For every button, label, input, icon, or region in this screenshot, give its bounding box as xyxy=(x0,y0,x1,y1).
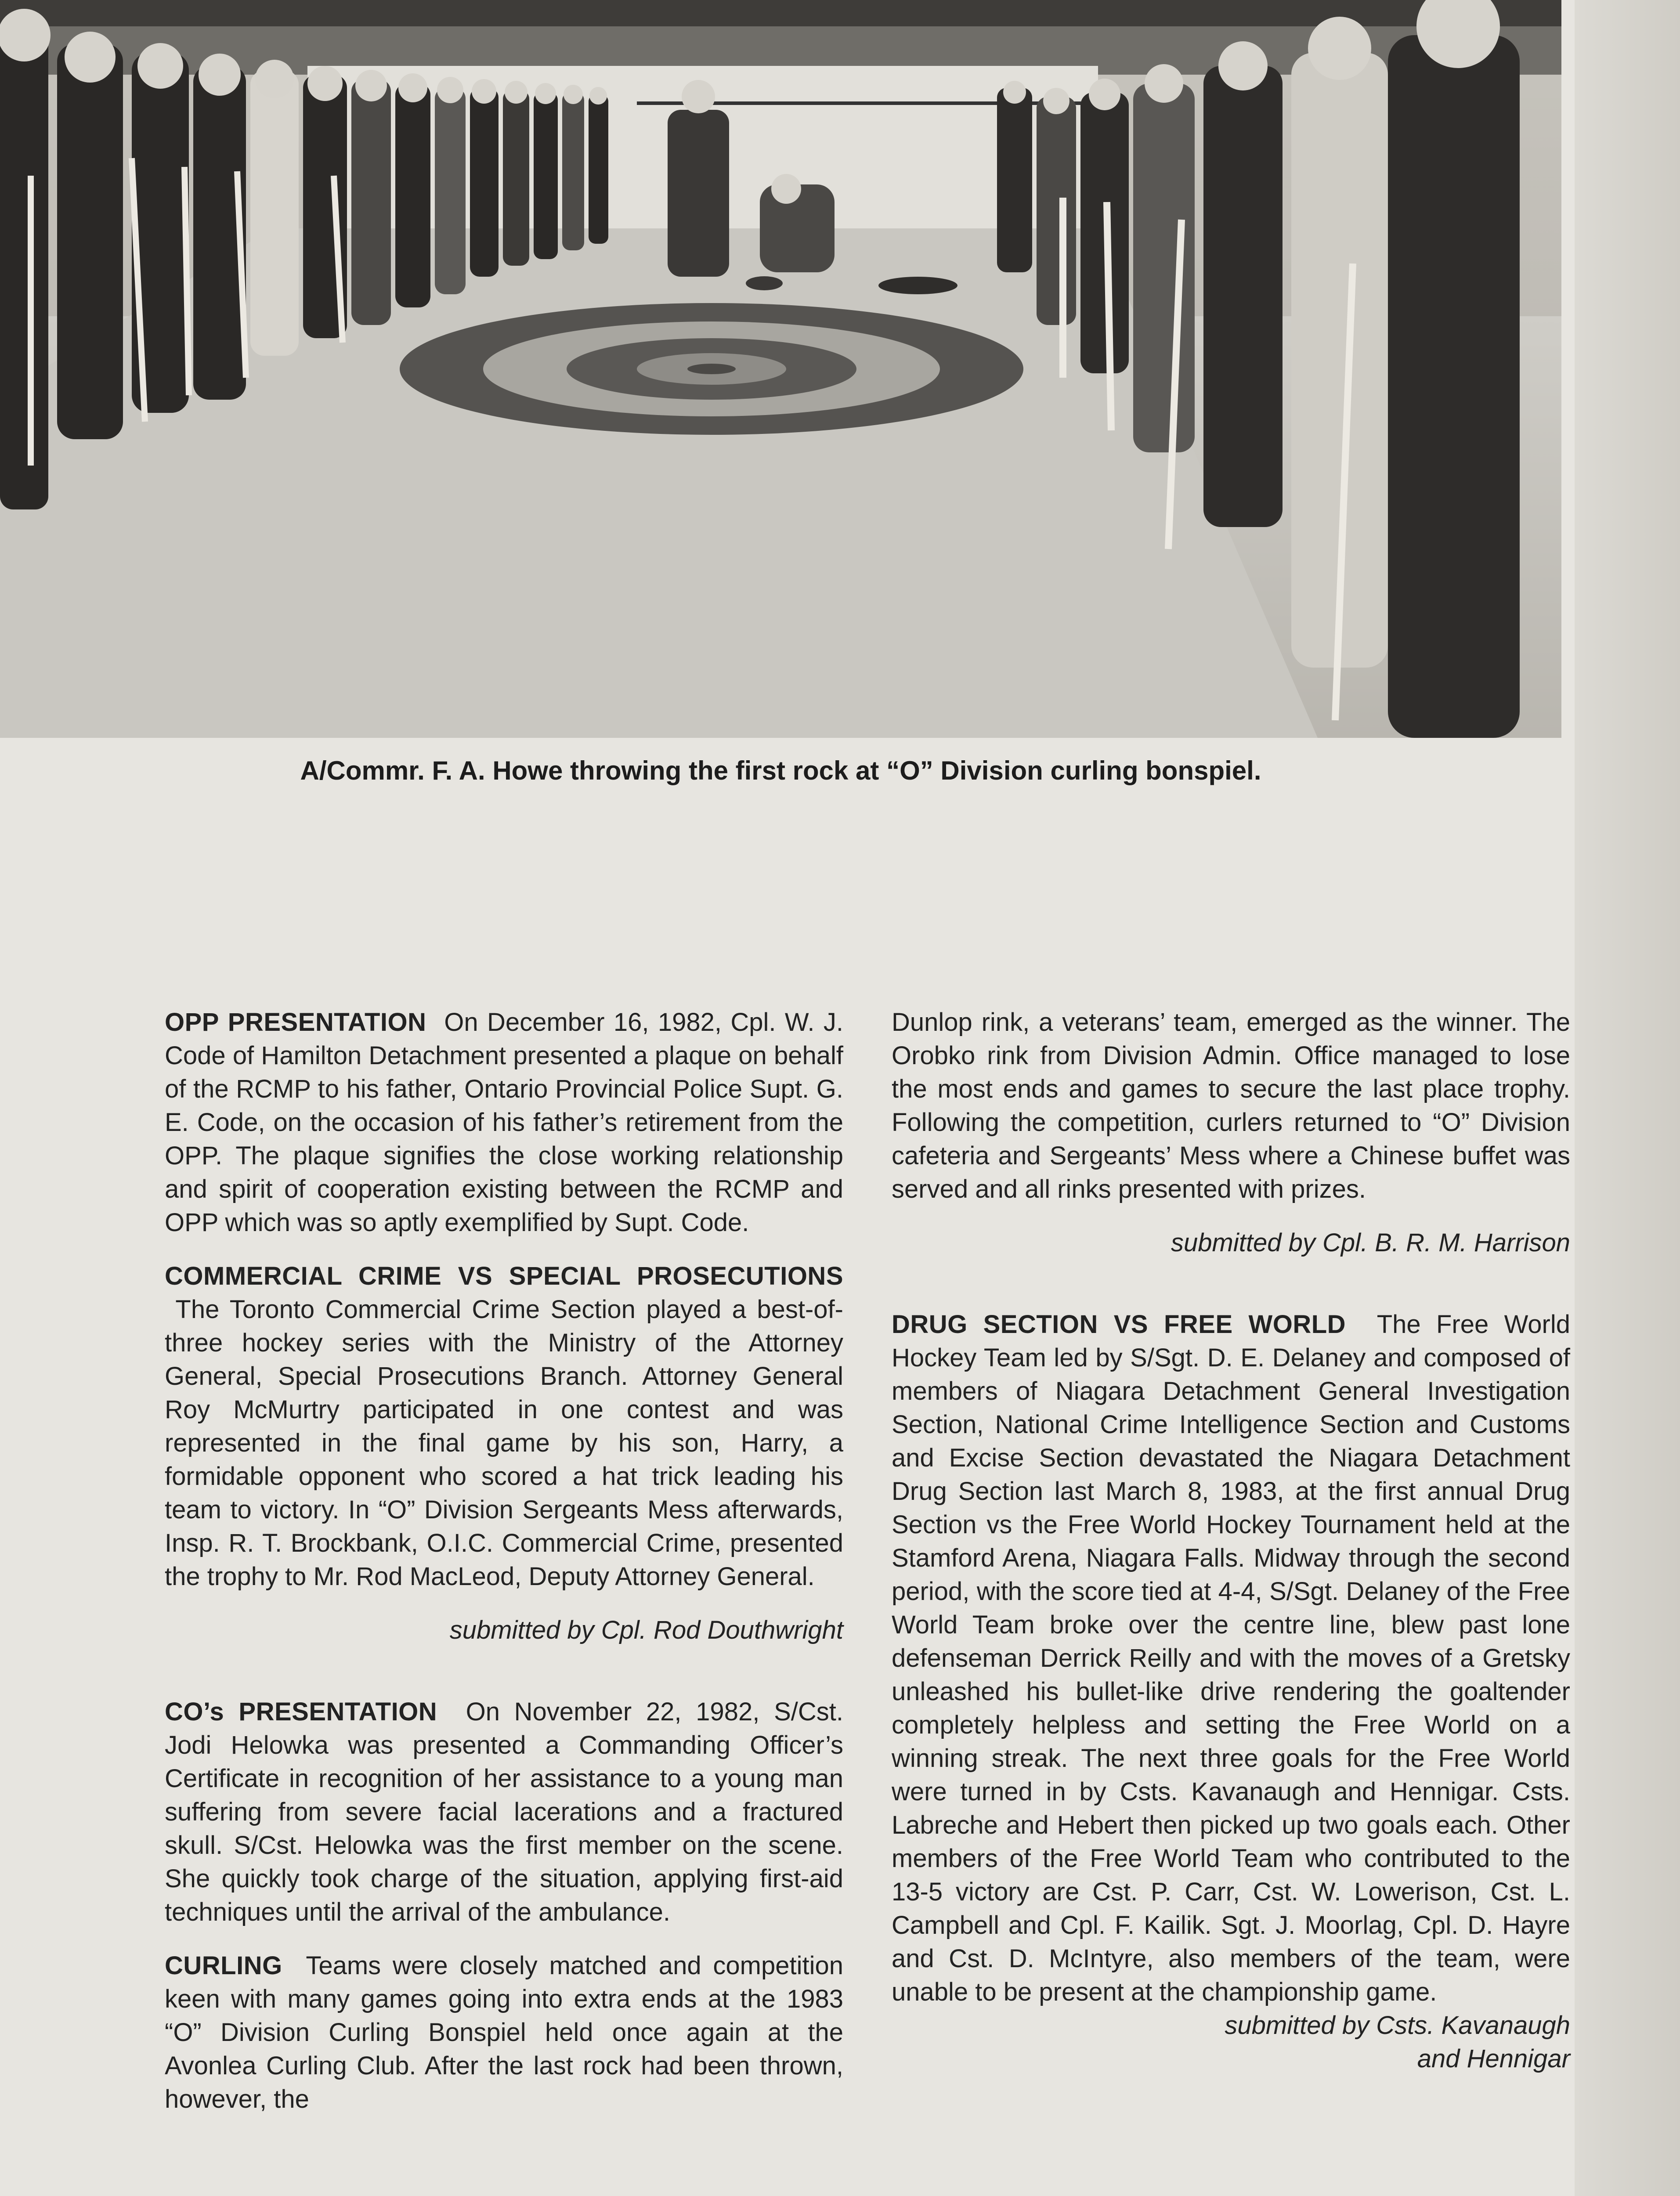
signature-line: and Hennigar xyxy=(1417,2044,1570,2073)
article-co-presentation xyxy=(165,1695,843,1929)
article-heading: DRUG SECTION VS FREE WORLD xyxy=(892,1310,1346,1339)
article-body: On December 16, 1982, Cpl. W. J. Code of Hamilton Detachment presented a plaque on behalf of the RCMP to his father, Ontario Provincial Police Supt. G. E. Code, on the occasion of his father’s retirement from the OPP. The plaque signifies the close working relationship and spirit of cooperation existing between the RCMP and OPP which was so aptly exemplified by Supt. Code. xyxy=(165,1008,843,1237)
article-signature: submitted by Cpl. Rod Douthwright xyxy=(449,1616,843,1644)
article-heading: OPP PRESENTATION xyxy=(165,1008,426,1037)
article-opp-presentation xyxy=(165,1006,843,1239)
article-heading: COMMERCIAL CRIME VS SPECIAL PROSECUTIONS xyxy=(165,1262,843,1290)
article-body: Teams were closely matched and competition keen with many games going into extra ends at the 1983 “O” Division Curling Bonspiel held once again at the Avonlea Curling Club. After the last rock had been thrown, however, the xyxy=(165,1951,843,2113)
article-body: Dunlop rink, a veterans’ team, emerged as the winner. The Orobko rink from Division Admin. Office managed to lose the most ends and games to secure the last place trophy. Following the competition, curlers returned to “O” Division cafeteria and Sergeants’ Mess where a Chinese buffet was served and all rinks presented with prizes. xyxy=(892,1008,1570,1203)
article-curling-continued xyxy=(892,1006,1570,1206)
article-body: The Free World Hockey Team led by S/Sgt. D. E. Delaney and composed of members of Niagara Detachment General Investigation Section, National Crime Intelligence Section and Customs and Excise Section devastated the Niagara Detachment Drug Section last March 8, 1983, at the first annual Drug Section vs the Free World Hockey Tournament held at the Stamford Arena, Niagara Falls. Midway through the second period, with the score tied at 4-4, S/Sgt. Delaney of the Free World Team broke over the centre line, blew past lone defenseman Derrick Reilly and with the moves of a Gretsky unleashed his bullet-like drive rendering the goaltender completely helpless and setting the Free World on a winning streak. The next three goals for the Free World were turned in by Csts. Kavanaugh and Hennigar. Csts. Labreche and Hebert then picked up two goals each. Other members of the Free World Team who contributed to the 13-5 victory are Cst. P. Carr, Cst. W. Lowerison, Cst. L. Campbell and Cpl. F. Kailik. Sgt. J. Moorlag, Cpl. D. Hayre and Cst. D. McIntyre, also members of the team, were unable to be present at the championship game. xyxy=(892,1310,1570,2006)
article-signature: submitted by Cpl. B. R. M. Harrison xyxy=(1171,1228,1570,1257)
article-body: The Toronto Commercial Crime Section played a best-of-three hockey series with the Ministry of the Attorney General, Special Prosecutions Branch. Attorney General Roy McMurtry participated in one contest and was represented in the final game by his son, Harry, a formidable opponent who scored a hat trick leading his team to victory. In “O” Division Sergeants Mess afterwards, Insp. R. T. Brockbank, O.I.C. Commercial Crime, presented the trophy to Mr. Rod MacLeod, Deputy Attorney General. xyxy=(165,1295,843,1591)
curling-rink-photo-icon xyxy=(0,0,1561,738)
article-commercial-crime xyxy=(165,1260,843,1593)
article-heading: CO’s PRESENTATION xyxy=(165,1698,437,1726)
curling-photo xyxy=(0,0,1561,738)
scan-page-edge xyxy=(1575,0,1680,2196)
article-drug-section xyxy=(892,1308,1570,2009)
article-curling xyxy=(165,1949,843,2116)
article-signature xyxy=(892,2009,1570,2076)
photo-caption: A/Commr. F. A. Howe throwing the first rock at “O” Division curling bonspiel. xyxy=(300,756,1261,785)
article-body: On November 22, 1982, S/Cst. Jodi Helowka was presented a Commanding Officer’s Certificate in recognition of her assistance to a young man suffering from severe facial lacerations and a fractured skull. S/Cst. Helowka was the first member on the scene. She quickly took charge of the situation, applying first-aid techniques until the arrival of the ambulance. xyxy=(165,1698,843,1926)
left-column xyxy=(165,1006,843,2136)
article-heading: CURLING xyxy=(165,1951,282,1980)
right-column xyxy=(892,1006,1570,2076)
signature-line: submitted by Csts. Kavanaugh xyxy=(1225,2011,1570,2040)
